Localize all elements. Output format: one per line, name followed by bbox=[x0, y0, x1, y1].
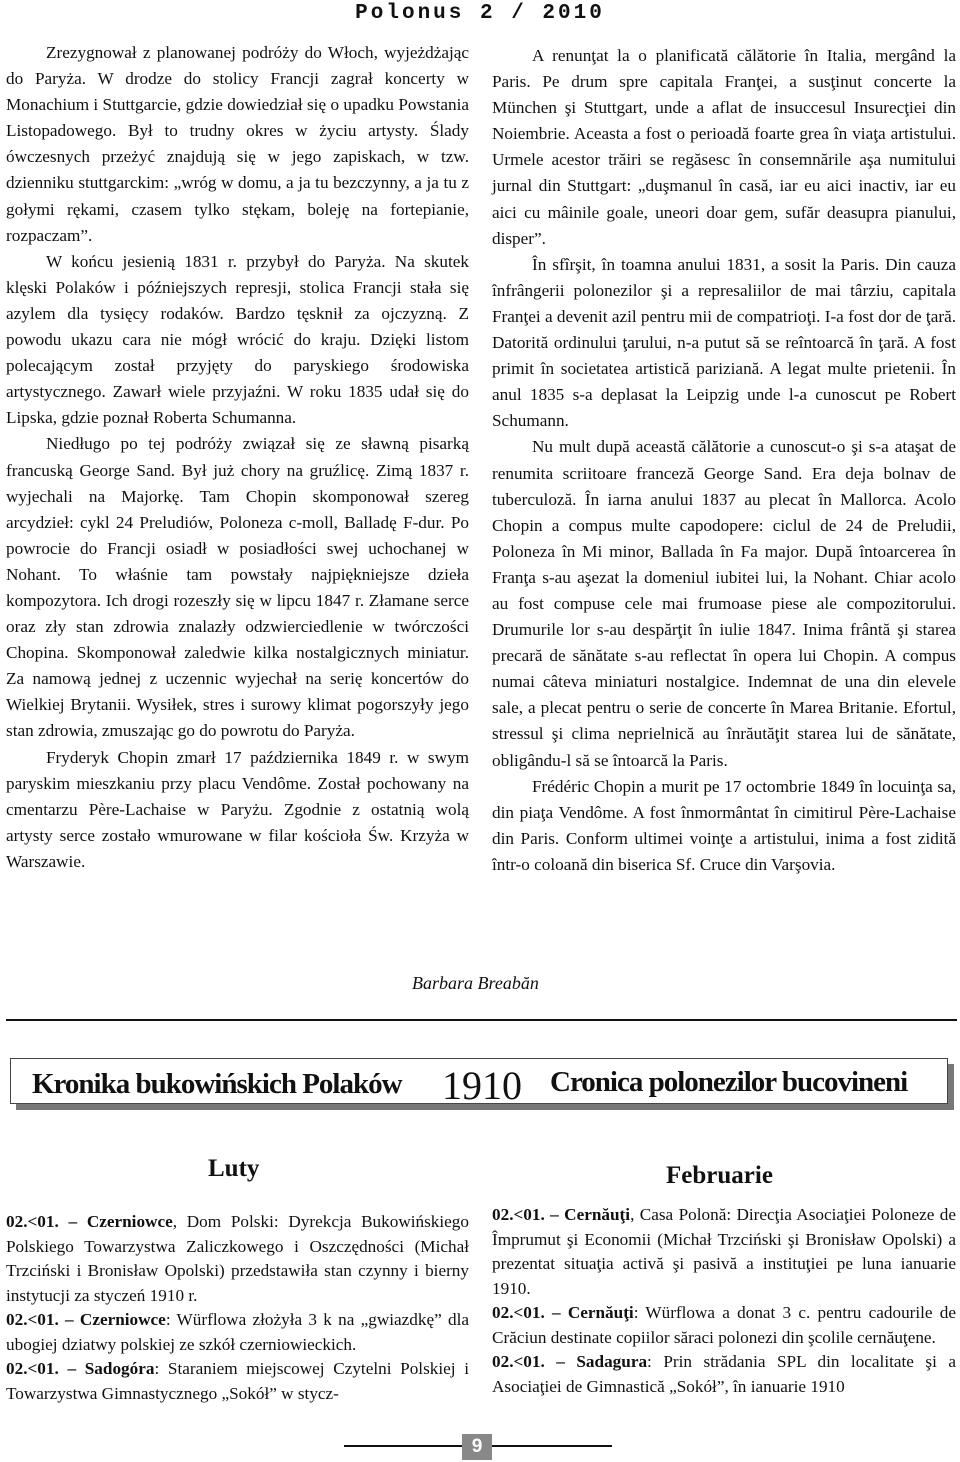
chronicle-polish-column bbox=[6, 1210, 469, 1406]
paragraph: Fryderyk Chopin zmarł 17 października 1849 r. w swym paryskim mieszkaniu przy placu Vendôme. Został pochowany na cmentarzu Père-Lachaise w Paryżu. Zgodnie z ostatnią wolą artysty serce zostało wmurowane w filar kościoła Św. Krzyża w Warszawie. bbox=[6, 747, 469, 871]
banner-title-romanian: Cronica polonezilor bucovineni bbox=[550, 1066, 908, 1098]
paragraph: Frédéric Chopin a murit pe 17 octombrie 1849 în locuinţa sa, din piaţa Vendôme. A fost înmormântat în cimitirul Père-Lachaise din Paris. Conform ultimei voinţe a artistului, inima a fost zidită într-o coloană din biserica Sf. Cruce din Varşovia. bbox=[492, 776, 956, 874]
entry-date: 02.<01. bbox=[6, 1359, 59, 1378]
page-number-rule-right bbox=[492, 1445, 612, 1447]
banner-year: 1910 bbox=[442, 1063, 522, 1108]
chronicle-entry: 02.<01. – Czerniowce: Würflowa złożyła 3 k na „gwiazdkę” dla ubogiej dziatwy polskiej ze szkół czerniowieckich. bbox=[6, 1310, 470, 1354]
entry-text: , Casa Polonă: Direcţia Asociaţiei Poloneze de Împrumut şi Economii (Michał Trzciński şi Bronisław Opolski) a prezentat situaţia activă şi pasivă a instituţiei pe luna ianuarie 1910. bbox=[492, 1205, 957, 1298]
entry-date: 02.<01. bbox=[492, 1352, 545, 1371]
entry-place: Sadagura bbox=[576, 1352, 648, 1371]
entry-date: 02.<01. bbox=[492, 1303, 545, 1322]
chronicle-banner bbox=[10, 1058, 954, 1110]
entry-text: : Würflowa złożyła 3 k na „gwiazdkę” dla ubogiej dziatwy polskiej ze szkół czerniowieckich. bbox=[6, 1310, 470, 1354]
chronicle-romanian-column bbox=[492, 1203, 956, 1399]
entry-text: : Würflowa a donat 3 c. pentru cadourile de Crăciun destinate copiilor săraci polonezi din şcolile cernăuţene. bbox=[492, 1303, 957, 1347]
chronicle-entry: 02.<01. – Cernăuţi, Casa Polonă: Direcţia Asociaţiei Poloneze de Împrumut şi Economii (Michał Trzciński şi Bronisław Opolski) a prezentat situaţia activă şi pasivă a instituţiei pe luna ianuarie 1910. bbox=[492, 1205, 957, 1298]
entry-text: , Dom Polski: Dyrekcja Bukowińskiego Polskiego Towarzystwa Zaliczkowego i Oszczędności (Michał Trzciński i Bronisław Opolski) przedstawiła stan czynny i bierny instytucji za styczeń 1910 r. bbox=[6, 1212, 469, 1305]
chronicle-entry: 02.<01. – Sadogóra: Staraniem miejscowej Czytelni Polskiej i Towarzystwa Gimnastycznego „Sokół” w stycz- bbox=[6, 1359, 469, 1403]
entry-place: Cernăuţi bbox=[564, 1205, 631, 1224]
article-romanian-column bbox=[492, 43, 956, 878]
paragraph: În sfîrşit, în toamna anului 1831, a sosit la Paris. Din cauza înfrângerii polonezilor şi a represaliilor de mai târziu, capitala Franţei a devenit azil pentru mii de compatrioţi. I-a fost dor de ţară. Datorită ordinului ţarului, n-a putut să se reîntoarcă în ţară. A fost primit în societatea artistică pariziană. A legat multe prietenii. În anul 1835 s-a deplasat la Leipzig unde l-a cunoscut pe Robert Schumann. bbox=[492, 254, 956, 431]
chronicle-entry: 02.<01. – Sadagura: Prin strădania SPL din localitate şi a Asociaţiei de Gimnastică „Sokół”, în ianuarie 1910 bbox=[492, 1352, 957, 1396]
section-divider bbox=[6, 1019, 957, 1021]
article-polish-column bbox=[6, 40, 469, 875]
paragraph: A renunţat la o planificată călătorie în Italia, mergând la Paris. Pe drum spre capitala Franţei, a susţinut concerte la München şi Stuttgart, unde a aflat de insuccesul Insurecţiei din Noiembrie. Aceasta a fost o perioadă foarte grea în viaţa artistului. Urmele acestor trăiri se regăsesc în consemnările aşa numitului jurnal din Stuttgart: „duşmanul în casă, iar eu aici inactiv, iar eu aici cu mâinile goale, uneori doar gem, sufăr deasupra pianului, disper”. bbox=[492, 46, 956, 248]
page-number-rule-left bbox=[344, 1445, 462, 1447]
paragraph: Nu mult după această călătorie a cunoscut-o şi s-a ataşat de renumita scriitoare franceză George Sand. Era deja bolnav de tuberculoză. În iarna anului 1837 au plecat în Mallorca. Acolo Chopin a compus multe capodopere: ciclul de 24 de Preludii, Poloneza în Mi minor, Ballada în Fa major. După întoarcerea în Franţa s-au aşezat la domeniul iubitei lui, la Nohant. Chiar acolo au fost compuse cele mai frumoase piese ale compozitorului. Drumurile lor s-au despărţit în iulie 1847. Inima frântă şi starea precară de sănătate s-au reflectat în opera lui Chopin. A compus numai câteva miniaturi nostalgice. Indemnat de una din elevele sale, a plecat pentru o serie de concerte în Marea Britanie. Efortul, stressul şi clima neprielnică au înrăutăţit starea lui de sănătate, obligându-l să se întoarcă la Paris. bbox=[492, 437, 956, 770]
month-heading-romanian: Februarie bbox=[666, 1162, 773, 1189]
masthead-title: Polonus 2 / 2010 bbox=[355, 2, 605, 25]
paragraph: W końcu jesienią 1831 r. przybył do Paryża. Na skutek klęski Polaków i późniejszych represji, stolica Francji stała się azylem dla tysięcy rodaków. Bardzo tęsknił za ojczyzną. Z powodu ukazu cara nie mógł wrócić do kraju. Dzięki listom polecającym został przyjęty do paryskiego środowiska artystycznego. Zawarł wiele przyjaźni. W roku 1835 udał się do Lipska, gdzie poznał Roberta Schumanna. bbox=[6, 251, 469, 428]
entry-place: Cernăuţi bbox=[567, 1303, 634, 1322]
paragraph: Niedługo po tej podróży związał się ze sławną pisarką francuską George Sand. Był już chory na gruźlicę. Zimą 1837 r. wyjechali na Majorkę. Tam Chopin skomponował szereg arcydzieł: cykl 24 Preludiów, Poloneza c-moll, Balladę F-dur. Po powrocie do Francji osiadł w posiadłości swej uchochanej w Nohant. To właśnie tam powstały najpiękniejsze dzieła kompozytora. Ich drogi rozeszły się w lipcu 1847 r. Złamane serce oraz zły stan zdrowia znalazły odzwierciedlenie w twórczości Chopina. Skomponował zaledwie kilka nostalgicznych miniatur. Za namową jednej z uczennic wyjechał na serię koncertów do Wielkiej Brytanii. Wysiłek, stres i surowy klimat pogorszyły jego stan zdrowia, zmuszając go do powrotu do Paryża. bbox=[6, 434, 469, 741]
entry-date: 02.<01. bbox=[6, 1212, 59, 1231]
month-heading-polish: Luty bbox=[208, 1155, 260, 1182]
entry-place: Czerniowce bbox=[86, 1212, 173, 1231]
chronicle-entry: 02.<01. – Cernăuţi: Würflowa a donat 3 c. pentru cadourile de Crăciun destinate copiilor săraci polonezi din şcolile cernăuţene. bbox=[492, 1303, 957, 1347]
page-number: 9 bbox=[462, 1434, 492, 1460]
entry-text: : Prin strădania SPL din localitate şi a Asociaţiei de Gimnastică „Sokół”, în ianuarie 1910 bbox=[492, 1352, 957, 1396]
entry-date: 02.<01. bbox=[492, 1205, 545, 1224]
paragraph: Zrezygnował z planowanej podróży do Włoch, wyjeżdżając do Paryża. W drodze do stolicy Francji zagrał koncerty w Monachium i Stuttgarcie, gdzie dowiedział się o upadku Powstania Listopadowego. Był to trudny okres w życiu artysty. Ślady ówczesnych przeżyć znajdują się w jego zapiskach, w tzw. dzienniku stuttgarckim: „wróg w domu, a ja tu bezczynny, a ja tu z gołymi rękami, czasem tylko stękam, boleję na fortepianie, rozpaczam”. bbox=[6, 43, 469, 245]
entry-place: Czerniowce bbox=[79, 1310, 166, 1329]
author-byline: Barbara Breabăn bbox=[412, 973, 539, 993]
entry-place: Sadogóra bbox=[84, 1359, 155, 1378]
entry-date: 02.<01. bbox=[6, 1310, 59, 1329]
chronicle-entry: 02.<01. – Czerniowce, Dom Polski: Dyrekcja Bukowińskiego Polskiego Towarzystwa Zaliczkowego i Oszczędności (Michał Trzciński i Bronisław Opolski) przedstawiła stan czynny i bierny instytucji za styczeń 1910 r. bbox=[6, 1212, 469, 1305]
banner-title-polish: Kronika bukowińskich Polaków bbox=[32, 1068, 402, 1100]
entry-text: : Staraniem miejscowej Czytelni Polskiej i Towarzystwa Gimnastycznego „Sokół” w stycz- bbox=[6, 1359, 469, 1403]
